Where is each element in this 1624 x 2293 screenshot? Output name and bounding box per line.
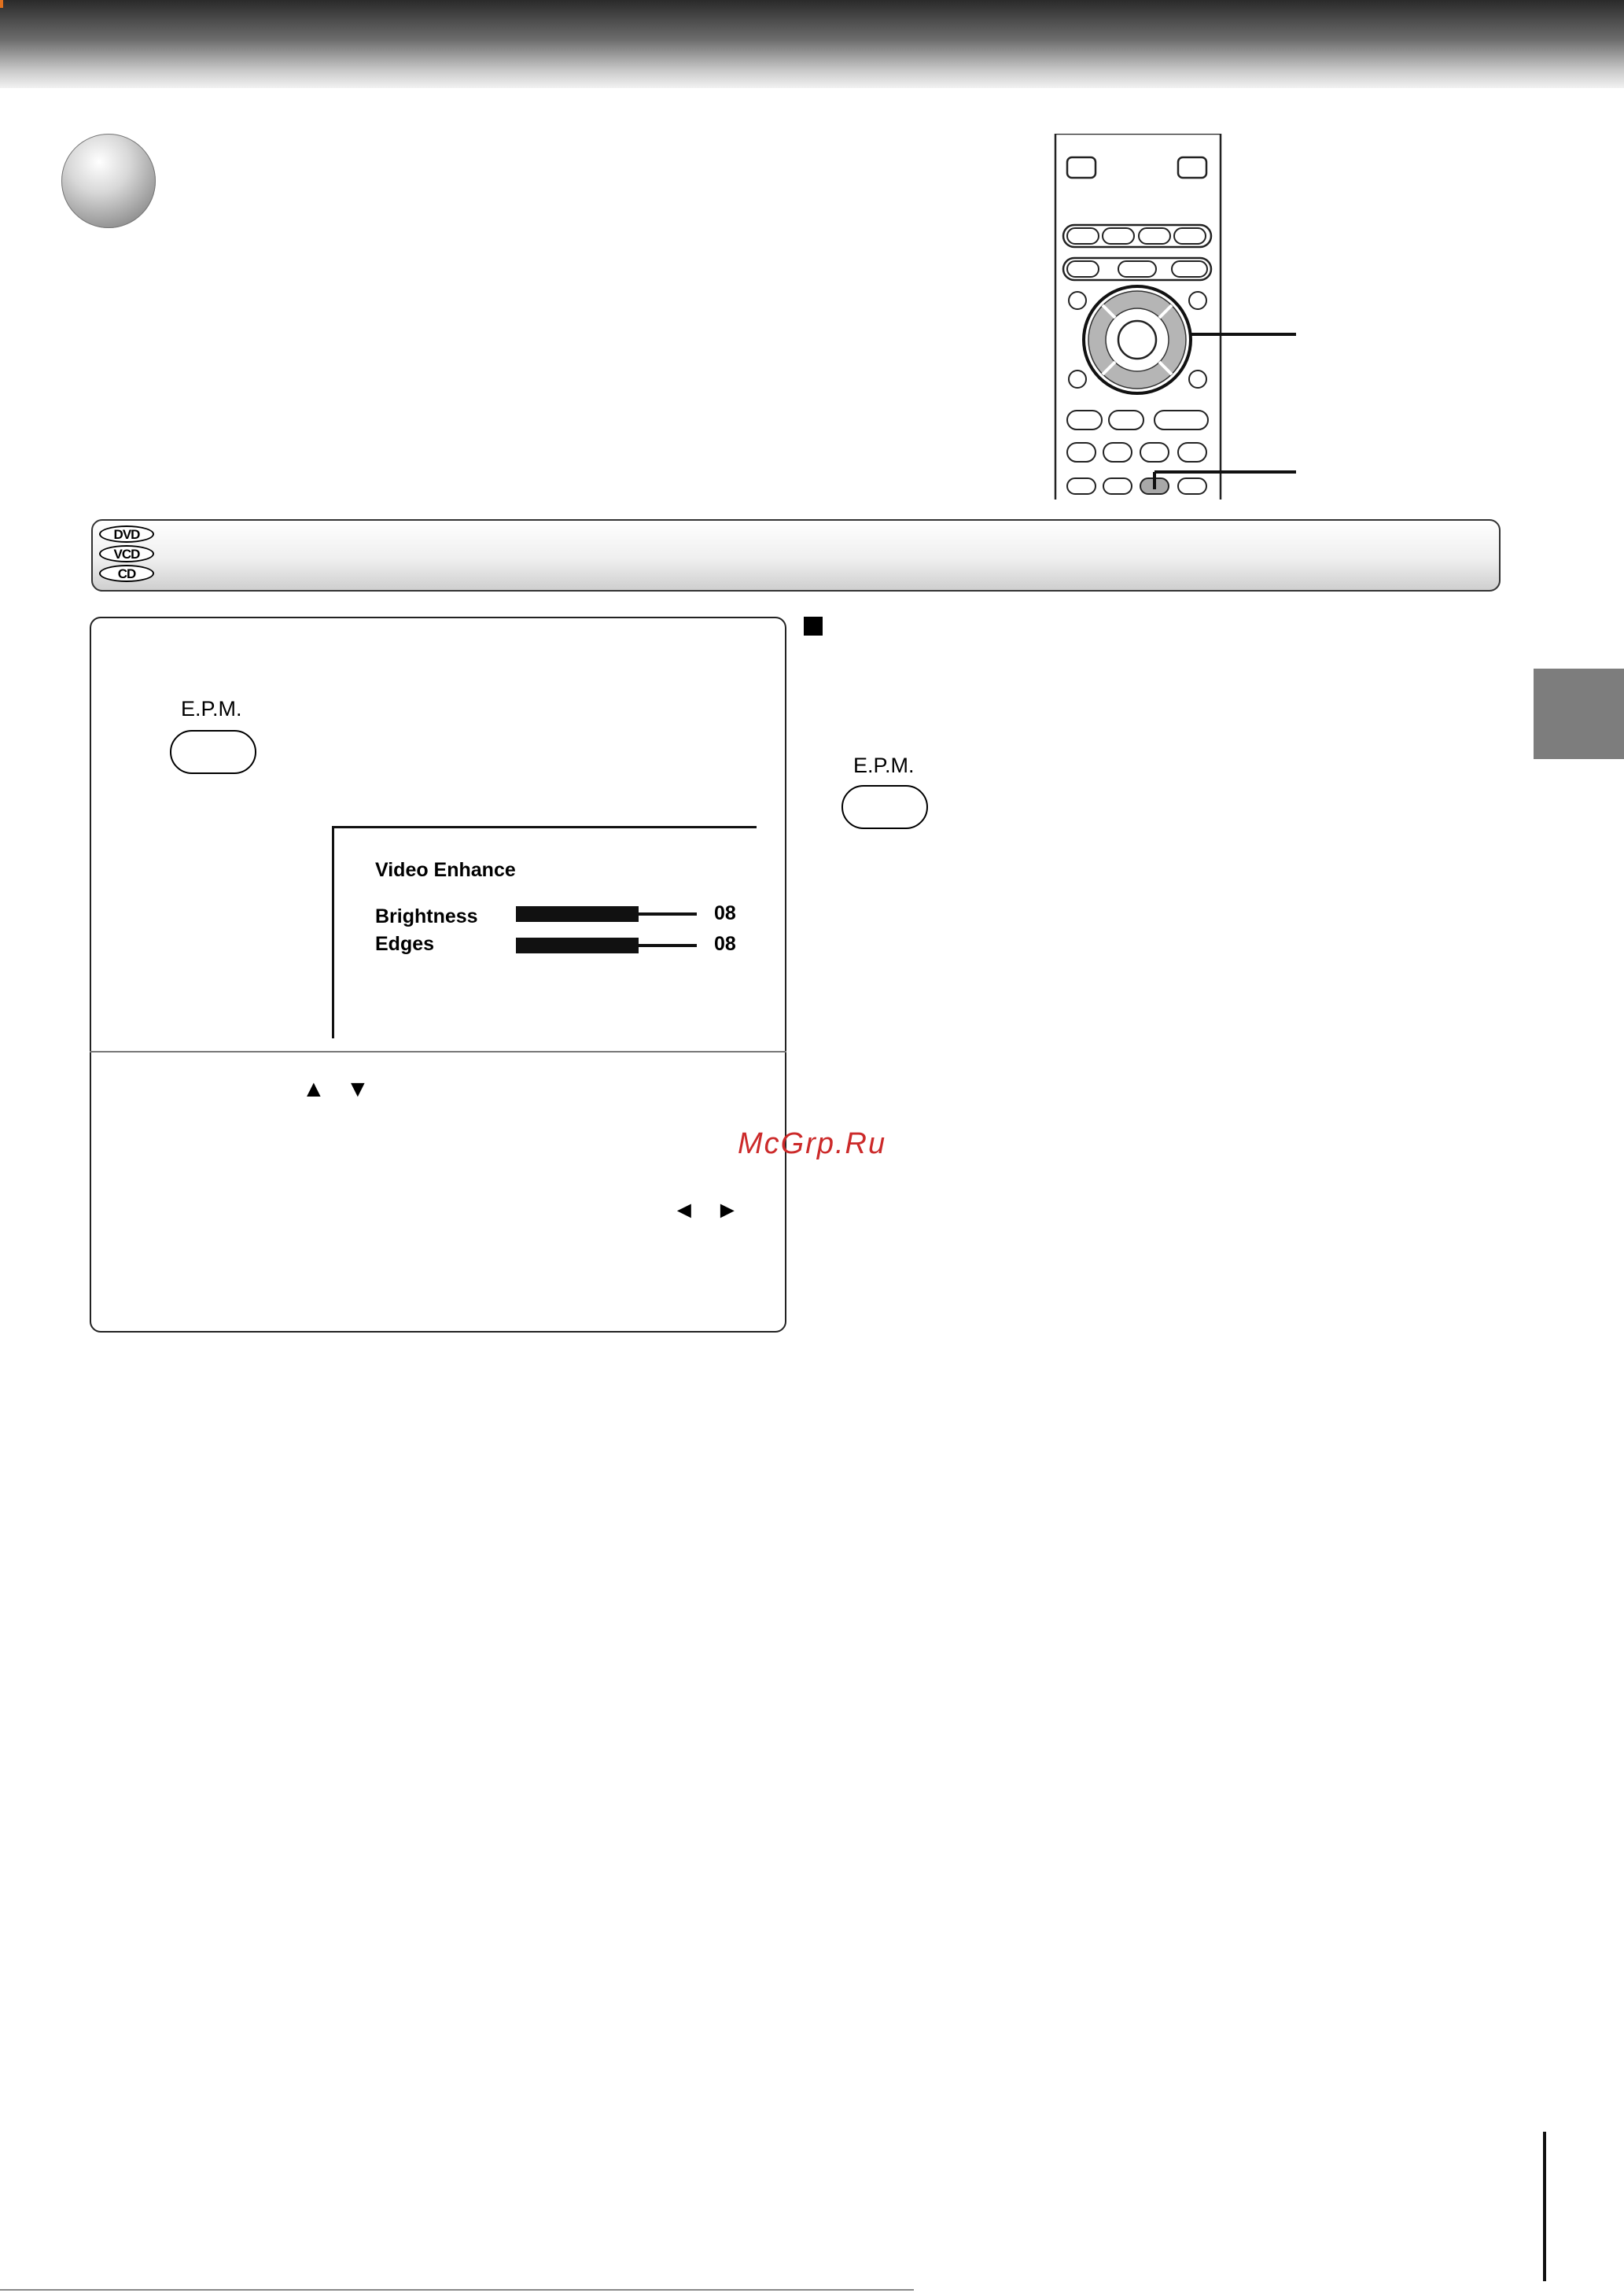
- vcd-disc-icon: VCD: [99, 545, 154, 562]
- panel-divider: [90, 1051, 786, 1052]
- up-arrow-icon: ▲: [302, 1076, 326, 1102]
- page-edge-line: [1543, 2132, 1546, 2281]
- watermark: McGrp.Ru: [738, 1127, 887, 1160]
- left-arrow-icon: ◄: [672, 1197, 696, 1223]
- brightness-slider-fill: [516, 906, 639, 922]
- section-square-bullet: [804, 617, 823, 636]
- remote-top-left-button: [1067, 157, 1096, 178]
- osd-title: Video Enhance: [375, 859, 516, 881]
- header-accent-mark: [0, 0, 3, 8]
- step-indicator-ball: [61, 134, 156, 228]
- right-arrow-icon: ►: [716, 1197, 739, 1223]
- remote-top-right-button: [1178, 157, 1206, 178]
- osd-frame-left: [332, 826, 334, 1038]
- edges-slider-fill: [516, 938, 639, 953]
- osd-brightness-value: 08: [714, 902, 736, 924]
- osd-edges-value: 08: [714, 933, 736, 955]
- osd-frame-top: [332, 826, 757, 828]
- right-epm-button[interactable]: [841, 785, 928, 829]
- cd-disc-icon: CD: [99, 565, 154, 582]
- right-epm-button-label: E.P.M.: [853, 754, 915, 777]
- epm-button[interactable]: [170, 730, 256, 774]
- disc-compatibility-bar: [91, 519, 1501, 592]
- dvd-disc-icon: DVD: [99, 525, 154, 543]
- osd-edges-label: Edges: [375, 933, 435, 955]
- header-band: [0, 0, 1624, 88]
- remote-control-illustration: [1054, 134, 1321, 503]
- bottom-rule: [0, 2289, 914, 2291]
- remote-direction-pad: [1084, 286, 1191, 393]
- instruction-panel: [90, 617, 786, 1333]
- epm-button-label: E.P.M.: [181, 697, 242, 721]
- chapter-side-tab: [1534, 669, 1624, 759]
- osd-brightness-label: Brightness: [375, 905, 478, 927]
- down-arrow-icon: ▼: [346, 1076, 370, 1102]
